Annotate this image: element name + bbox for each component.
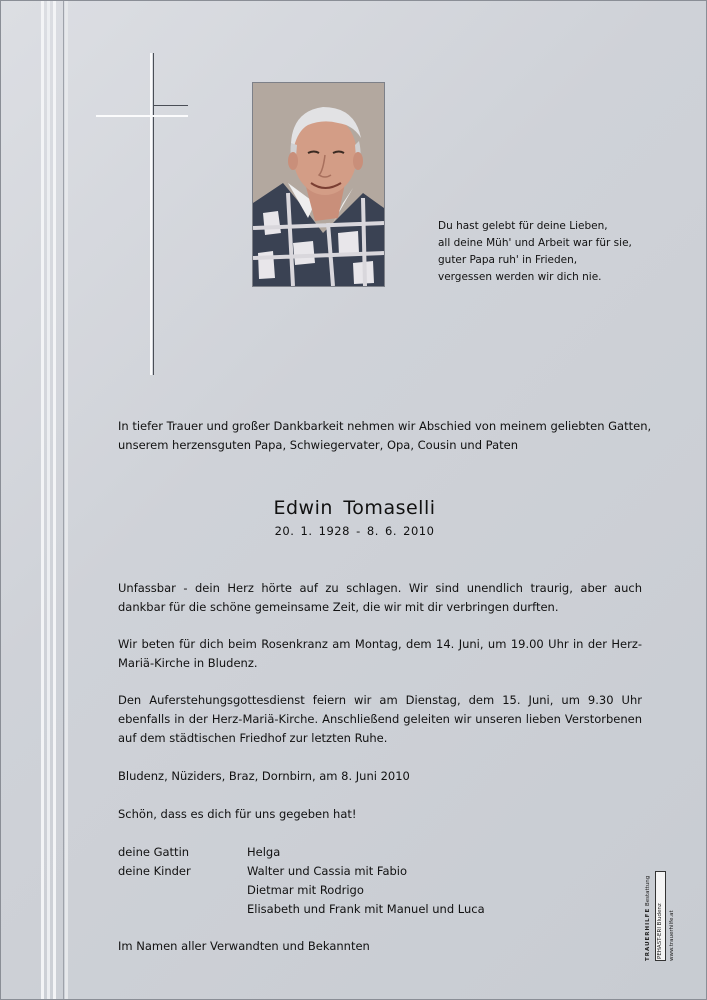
- closing-line: Im Namen aller Verwandten und Bekannten: [118, 939, 370, 953]
- logo-company: PEHAST-ERI Bludenz: [657, 903, 663, 959]
- family-member: Helga: [247, 845, 281, 859]
- family-member: Elisabeth und Frank mit Manuel und Luca: [247, 902, 485, 916]
- family-row: [118, 862, 485, 919]
- logo-url: www.trauerhilfe.at: [669, 910, 675, 961]
- logo-brand: TRAUERHILFE: [645, 907, 651, 961]
- intro-text: [118, 417, 652, 455]
- family-member: Dietmar mit Rodrigo: [247, 883, 364, 897]
- cross-icon: [96, 53, 191, 378]
- family-names: [247, 843, 280, 862]
- verse-line: guter Papa ruh' in Frieden,: [438, 254, 578, 266]
- paragraph: Unfassbar - dein Herz hörte auf zu schlagen. Wir sind unendlich traurig, aber auch dankbar für die schöne gemeinsame Zeit, die wir mit dir verbringen durften.: [118, 581, 642, 614]
- family-row: [118, 843, 485, 862]
- family-member: Walter und Cassia mit Fabio: [247, 864, 408, 878]
- family-role: deine Gattin: [118, 845, 190, 859]
- verse-line: Du hast gelebt für deine Lieben,: [438, 220, 608, 232]
- deceased-name: Edwin Tomaselli: [273, 497, 436, 519]
- farewell-line: Schön, dass es dich für uns gegeben hat!: [118, 807, 357, 821]
- place-date: Bludenz, Nüziders, Braz, Dornbirn, am 8. Juni 2010: [118, 769, 410, 783]
- rosary-notice: Wir beten für dich beim Rosenkranz am Montag, dem 14. Juni, um 19.00 Uhr in der Herz-Mariä-Kirche in Bludenz.: [118, 637, 642, 670]
- verse: [438, 218, 638, 286]
- verse-line: all deine Müh' und Arbeit war für sie,: [438, 237, 632, 249]
- intro-line: In tiefer Trauer und großer Dankbarkeit nehmen wir Abschied von meinem geliebten Gatten,: [118, 419, 652, 433]
- funeral-home-logo: [645, 871, 685, 961]
- logo-caption: Bestattung: [645, 875, 651, 907]
- intro-line: unserem herzensguten Papa, Schwiegervater, Opa, Cousin und Paten: [118, 438, 519, 452]
- portrait-photo: [252, 82, 385, 287]
- family-list: [118, 843, 485, 919]
- life-dates: 20. 1. 1928 - 8. 6. 2010: [274, 524, 435, 538]
- family-role: deine Kinder: [118, 864, 191, 878]
- verse-line: vergessen werden wir dich nie.: [438, 271, 602, 283]
- family-names: [247, 862, 485, 919]
- funeral-service-notice: Den Auferstehungsgottesdienst feiern wir am Dienstag, dem 15. Juni, um 9.30 Uhr ebenfalls in der Herz-Mariä-Kirche. Anschließend geleiten wir unseren lieben Verstorbenen auf dem städtischen Friedhof zur letzten Ruhe.: [118, 693, 642, 745]
